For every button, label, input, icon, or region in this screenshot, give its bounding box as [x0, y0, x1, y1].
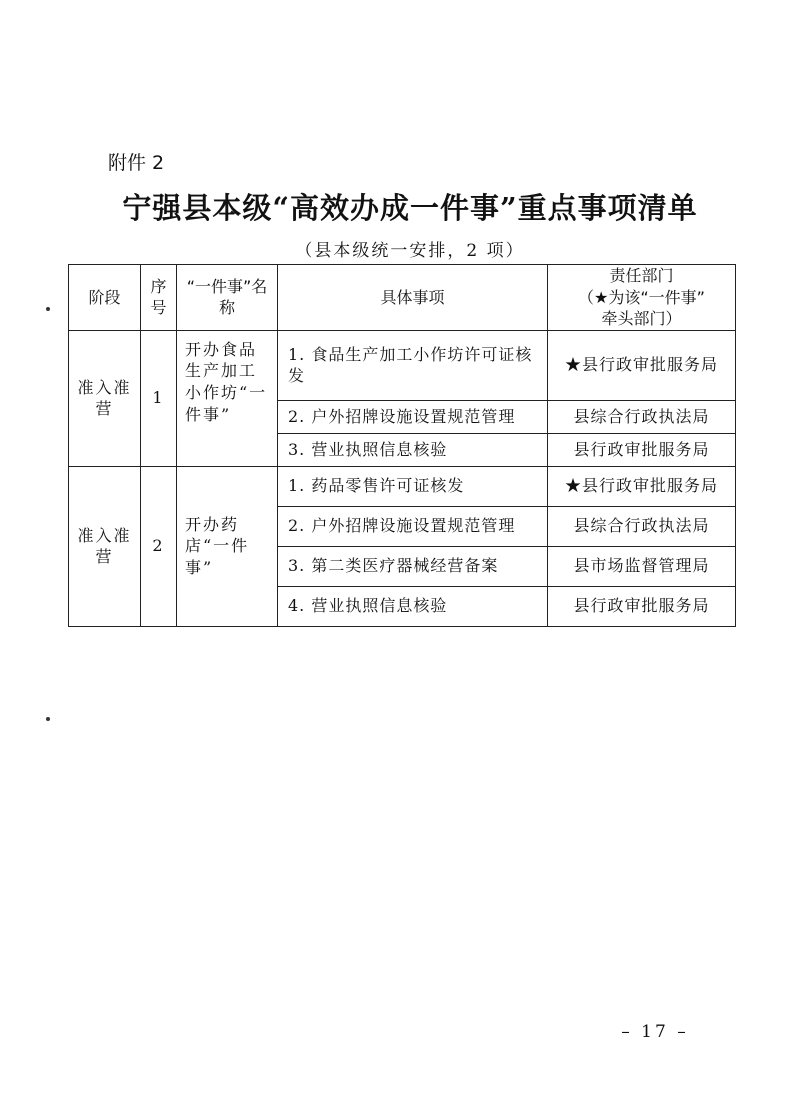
stage-cell: 准入准营	[69, 466, 141, 626]
table-row	[69, 330, 736, 400]
dept-cell: 县行政审批服务局	[548, 433, 736, 466]
document-subtitle: （县本级统一安排，2 项）	[295, 241, 525, 261]
task-cell: 1. 食品生产加工小作坊许可证核发	[278, 330, 548, 400]
document-title: 宁强县本级“高效办成一件事”重点事项清单	[122, 191, 698, 225]
header-dept-line3: 牵头部门）	[601, 309, 682, 329]
scan-speck	[46, 717, 50, 721]
dept-cell: 县综合行政执法局	[548, 506, 736, 546]
header-seq: 序号	[141, 265, 177, 331]
table-header-row	[69, 265, 736, 331]
header-task: 具体事项	[278, 265, 548, 331]
page-number: – 17 –	[621, 1022, 689, 1042]
task-cell: 3. 营业执照信息核验	[278, 433, 548, 466]
task-cell: 4. 营业执照信息核验	[278, 586, 548, 626]
dept-cell: ★县行政审批服务局	[548, 330, 736, 400]
dept-cell: 县综合行政执法局	[548, 400, 736, 433]
header-dept-line2: （★为该“一件事”	[578, 287, 705, 307]
task-cell: 1. 药品零售许可证核发	[278, 466, 548, 506]
task-cell: 3. 第二类医疗器械经营备案	[278, 546, 548, 586]
item-name-cell: 开办药店“一件事”	[177, 466, 278, 626]
seq-cell: 2	[141, 466, 177, 626]
item-name-cell: 开办食品生产加工小作坊“一件事”	[177, 330, 278, 466]
table-row	[69, 466, 736, 506]
scan-speck	[46, 307, 50, 311]
seq-cell: 1	[141, 330, 177, 466]
items-table	[68, 264, 736, 627]
dept-cell: ★县行政审批服务局	[548, 466, 736, 506]
header-name: “一件事”名称	[177, 265, 278, 331]
header-stage: 阶段	[69, 265, 141, 331]
dept-cell: 县市场监督管理局	[548, 546, 736, 586]
task-cell: 2. 户外招牌设施设置规范管理	[278, 400, 548, 433]
attachment-label: 附件 2	[108, 152, 165, 174]
header-dept	[548, 265, 736, 331]
stage-cell: 准入准营	[69, 330, 141, 466]
header-dept-line1: 责任部门	[609, 266, 674, 285]
dept-cell: 县行政审批服务局	[548, 586, 736, 626]
task-cell: 2. 户外招牌设施设置规范管理	[278, 506, 548, 546]
